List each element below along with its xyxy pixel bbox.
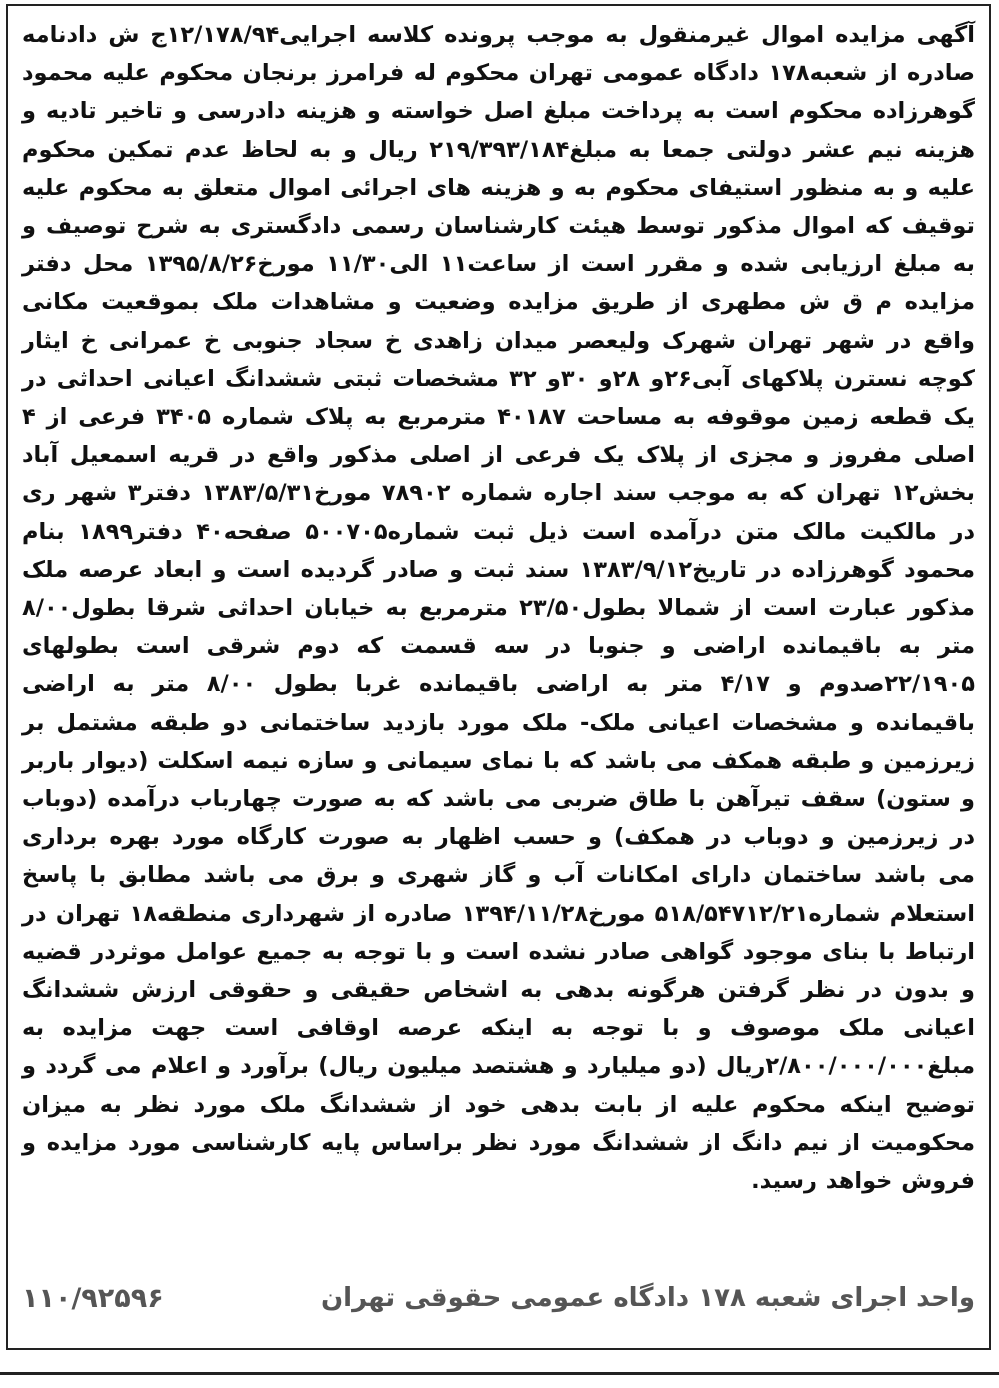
issuing-unit: واحد اجرای شعبه ۱۷۸ دادگاه عمومی حقوقی تهران: [320, 1283, 975, 1313]
notice-code: ۱۱۰/۹۲۵۹۶: [22, 1282, 164, 1314]
auction-notice: [6, 4, 991, 1350]
bottom-divider: [0, 1372, 999, 1375]
notice-footer: [22, 1276, 975, 1320]
notice-body-text: آگهی مزایده اموال غیرمنقول به موجب پرونده کلاسه اجرایی۱۲/۱۷۸/۹۴ج ش دادنامه صادره از شعبه۱۷۸ دادگاه عمومی تهران محکوم له فرامرز برنجان محکوم علیه محمود گوهرزاده محکوم است به پرداخت مبلغ اصل خواسته و هزینه دادرسی و تاخیر تادیه و هزینه نیم عشر دولتی جمعا به مبلغ۲۱۹/۳۹۳/۱۸۴ ریال و به لحاظ عدم تمکین محکوم علیه و به منظور استیفای محکوم به و هزینه های اجرائی اموال متعلق به محکوم علیه توقیف که اموال مذکور توسط هیئت کارشناسان رسمی دادگستری به شرح توصیف و به مبلغ ارزیابی شده و مقرر است از ساعت۱۱ الی۱۱/۳۰ مورخ۱۳۹۵/۸/۲۶ محل دفتر مزایده م ق ش مطهری از طریق مزایده وضعیت و مشاهدات ملک بموقعیت مکانی واقع در شهر تهران شهرک ولیعصر میدان زاهدی خ سجاد جنوبی خ عمرانی خ ایثار کوچه نسترن پلاکهای آبی۲۶و ۲۸و ۳۰و ۳۲ مشخصات ثبتی ششدانگ اعیانی احداثی در یک قطعه زمین موقوفه به مساحت ۴۰۱۸۷ مترمربع به پلاک شماره ۳۴۰۵ فرعی از ۴ اصلی مفروز و مجزی از پلاک یک فرعی از اصلی مذکور واقع در قریه اسمعیل آباد بخش۱۲ تهران که به موجب سند اجاره شماره ۷۸۹۰۲ مورخ۱۳۸۳/۵/۳۱ دفتر۳ شهر ری در مالکیت مالک متن درآمده است ذیل ثبت شماره۵۰۰۷۰۵ صفحه۴۰ دفتر۱۸۹۹ بنام محمود گوهرزاده در تاریخ۱۳۸۳/۹/۱۲ سند ثبت و صادر گردیده است و ابعاد عرصه ملک مذکور عبارت است از شمالا بطول۲۳/۵۰ مترمربع به خیابان احداثی شرقا بطول۸/۰۰ متر به باقیمانده اراضی و جنوبا در سه قسمت که دوم شرقی است بطولهای ۲۲/۱۹۰۵صدوم و ۴/۱۷ متر به اراضی باقیمانده غربا بطول ۸/۰۰ متر به اراضی باقیمانده و مشخصات اعیانی ملک- ملک مورد بازدید ساختمانی دو طبقه مشتمل بر زیرزمین و طبقه همکف می باشد که با نمای سیمانی و سازه نیمه اسکلت (دیوار باربر و ستون) سقف تیرآهن با طاق ضربی می باشد که به صورت چهارباب درآمده (دوباب در زیرزمین و دوباب در همکف) و حسب اظهار به صورت کارگاه مورد بهره برداری می باشد ساختمان دارای امکانات آب و گاز شهری و برق می باشد مطابق با پاسخ استعلام شماره۵۱۸/۵۴۷۱۲/۲۱ مورخ۱۳۹۴/۱۱/۲۸ صادره از شهرداری منطقه۱۸ تهران در ارتباط با بنای موجود گواهی صادر نشده است و با توجه به جمیع عوامل موثردر قضیه و بدون در نظر گرفتن هرگونه بدهی به اشخاص حقیقی و حقوقی ارزش ششدانگ اعیانی ملک موصوف و با توجه به اینکه عرصه اوقافی است جهت مزایده به مبلغ۲/۸۰۰/۰۰۰/۰۰۰ریال (دو میلیارد و هشتصد میلیون ریال) برآورد و اعلام می گردد و توضیح اینکه محکوم علیه از بابت بدهی خود از ششدانگ ملک مورد نظر به میزان محکومیت از نیم دانگ از ششدانگ مورد نظر براساس پایه کارشناسی مورد مزایده و فروش خواهد رسید.: [22, 22, 976, 1195]
